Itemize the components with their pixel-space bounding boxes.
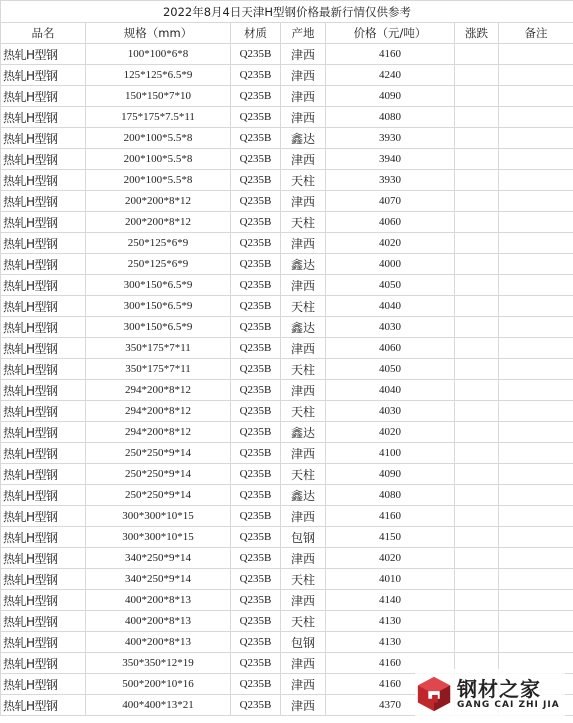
spec-cell: 294*200*8*12 [86,401,231,422]
product-name-cell: 热轧H型钢 [1,107,86,128]
change-cell [455,590,499,611]
note-cell [499,65,573,86]
product-name-cell: 热轧H型钢 [1,317,86,338]
change-cell [455,443,499,464]
note-cell [499,527,573,548]
spec-cell: 340*250*9*14 [86,569,231,590]
price-cell: 4160 [326,674,455,695]
spec-cell: 200*100*5.5*8 [86,149,231,170]
note-cell [499,212,573,233]
origin-cell: 津西 [281,275,326,296]
price-cell: 4050 [326,275,455,296]
table-row [1,128,573,149]
origin-cell: 包钢 [281,527,326,548]
table-row [1,590,573,611]
spec-cell: 100*100*6*8 [86,44,231,65]
origin-cell: 天柱 [281,611,326,632]
table-row [1,401,573,422]
price-cell: 4080 [326,485,455,506]
product-name-cell: 热轧H型钢 [1,149,86,170]
table-row [1,506,573,527]
watermark-cn: 钢材之家 [457,677,541,701]
origin-cell: 津西 [281,506,326,527]
price-cell: 4080 [326,107,455,128]
spec-cell: 250*125*6*9 [86,233,231,254]
material-cell: Q235B [231,611,281,632]
price-cell: 4010 [326,569,455,590]
price-cell: 4040 [326,296,455,317]
spec-cell: 175*175*7.5*11 [86,107,231,128]
note-cell [499,569,573,590]
change-cell [455,632,499,653]
material-cell: Q235B [231,548,281,569]
material-cell: Q235B [231,695,281,716]
material-cell: Q235B [231,401,281,422]
change-cell [455,569,499,590]
product-name-cell: 热轧H型钢 [1,590,86,611]
table-row [1,443,573,464]
material-cell: Q235B [231,275,281,296]
note-cell [499,590,573,611]
spec-cell: 400*400*13*21 [86,695,231,716]
product-name-cell: 热轧H型钢 [1,548,86,569]
material-cell: Q235B [231,485,281,506]
change-cell [455,44,499,65]
price-cell: 4100 [326,443,455,464]
change-cell [455,380,499,401]
table-row [1,464,573,485]
product-name-cell: 热轧H型钢 [1,233,86,254]
table-row [1,233,573,254]
spec-cell: 350*175*7*11 [86,359,231,380]
price-cell: 4160 [326,44,455,65]
material-cell: Q235B [231,149,281,170]
price-cell: 3930 [326,128,455,149]
product-name-cell: 热轧H型钢 [1,464,86,485]
change-cell [455,506,499,527]
header-note: 备注 [499,23,573,44]
note-cell [499,86,573,107]
spec-cell: 400*200*8*13 [86,590,231,611]
change-cell [455,527,499,548]
price-cell: 4160 [326,506,455,527]
product-name-cell: 热轧H型钢 [1,170,86,191]
product-name-cell: 热轧H型钢 [1,380,86,401]
product-name-cell: 热轧H型钢 [1,527,86,548]
table-title: 2022年8月4日天津H型钢价格最新行情仅供参考 [1,1,573,23]
change-cell [455,191,499,212]
origin-cell: 津西 [281,149,326,170]
cube-logo-icon [415,674,453,714]
note-cell [499,506,573,527]
note-cell [499,275,573,296]
header-price: 价格（元/吨） [326,23,455,44]
product-name-cell: 热轧H型钢 [1,506,86,527]
material-cell: Q235B [231,422,281,443]
change-cell [455,464,499,485]
origin-cell: 津西 [281,44,326,65]
product-name-cell: 热轧H型钢 [1,443,86,464]
note-cell [499,44,573,65]
price-cell: 4040 [326,380,455,401]
header-spec: 规格（mm） [86,23,231,44]
table-row [1,632,573,653]
product-name-cell: 热轧H型钢 [1,86,86,107]
price-cell: 4140 [326,590,455,611]
product-name-cell: 热轧H型钢 [1,611,86,632]
price-cell: 4030 [326,401,455,422]
origin-cell: 津西 [281,653,326,674]
origin-cell: 包钢 [281,632,326,653]
note-cell [499,107,573,128]
material-cell: Q235B [231,212,281,233]
spec-cell: 250*250*9*14 [86,485,231,506]
change-cell [455,611,499,632]
spec-cell: 200*200*8*12 [86,212,231,233]
price-cell: 4050 [326,359,455,380]
product-name-cell: 热轧H型钢 [1,44,86,65]
note-cell [499,296,573,317]
table-row [1,65,573,86]
price-cell: 4130 [326,611,455,632]
change-cell [455,296,499,317]
note-cell [499,359,573,380]
material-cell: Q235B [231,590,281,611]
origin-cell: 鑫达 [281,317,326,338]
spec-cell: 150*150*7*10 [86,86,231,107]
note-cell [499,170,573,191]
header-product: 品名 [1,23,86,44]
note-cell [499,317,573,338]
material-cell: Q235B [231,317,281,338]
origin-cell: 天柱 [281,212,326,233]
material-cell: Q235B [231,296,281,317]
product-name-cell: 热轧H型钢 [1,128,86,149]
origin-cell: 津西 [281,233,326,254]
product-name-cell: 热轧H型钢 [1,275,86,296]
price-cell: 4020 [326,422,455,443]
origin-cell: 津西 [281,65,326,86]
material-cell: Q235B [231,86,281,107]
note-cell [499,443,573,464]
table-row [1,170,573,191]
material-cell: Q235B [231,569,281,590]
note-cell [499,422,573,443]
origin-cell: 津西 [281,695,326,716]
table-row [1,149,573,170]
spec-cell: 400*200*8*13 [86,611,231,632]
product-name-cell: 热轧H型钢 [1,296,86,317]
header-row [1,23,573,44]
table-row [1,86,573,107]
watermark-en: GANG CAI ZHI JIA [457,700,560,710]
origin-cell: 津西 [281,380,326,401]
spec-cell: 340*250*9*14 [86,548,231,569]
table-row [1,569,573,590]
origin-cell: 津西 [281,548,326,569]
note-cell [499,632,573,653]
watermark-logo [415,669,565,719]
product-name-cell: 热轧H型钢 [1,254,86,275]
change-cell [455,317,499,338]
price-cell: 3940 [326,149,455,170]
change-cell [455,275,499,296]
spec-cell: 300*150*6.5*9 [86,275,231,296]
origin-cell: 津西 [281,443,326,464]
material-cell: Q235B [231,107,281,128]
spec-cell: 300*300*10*15 [86,506,231,527]
spec-cell: 350*175*7*11 [86,338,231,359]
change-cell [455,401,499,422]
product-name-cell: 热轧H型钢 [1,338,86,359]
note-cell [499,191,573,212]
spec-cell: 294*200*8*12 [86,422,231,443]
material-cell: Q235B [231,464,281,485]
product-name-cell: 热轧H型钢 [1,359,86,380]
product-name-cell: 热轧H型钢 [1,422,86,443]
price-cell: 4160 [326,653,455,674]
material-cell: Q235B [231,443,281,464]
change-cell [455,548,499,569]
title-row [1,1,573,23]
material-cell: Q235B [231,254,281,275]
spec-cell: 400*200*8*13 [86,632,231,653]
note-cell [499,254,573,275]
spec-cell: 500*200*10*16 [86,674,231,695]
price-cell: 4090 [326,86,455,107]
price-cell: 4090 [326,464,455,485]
origin-cell: 津西 [281,590,326,611]
product-name-cell: 热轧H型钢 [1,212,86,233]
note-cell [499,128,573,149]
change-cell [455,233,499,254]
origin-cell: 津西 [281,86,326,107]
material-cell: Q235B [231,233,281,254]
spec-cell: 200*200*8*12 [86,191,231,212]
note-cell [499,611,573,632]
origin-cell: 津西 [281,674,326,695]
price-cell: 4150 [326,527,455,548]
origin-cell: 津西 [281,338,326,359]
product-name-cell: 热轧H型钢 [1,695,86,716]
note-cell [499,338,573,359]
note-cell [499,149,573,170]
spec-cell: 294*200*8*12 [86,380,231,401]
spec-cell: 200*100*5.5*8 [86,170,231,191]
product-name-cell: 热轧H型钢 [1,569,86,590]
table-row [1,254,573,275]
change-cell [455,254,499,275]
note-cell [499,485,573,506]
spec-cell: 350*350*12*19 [86,653,231,674]
table-row [1,44,573,65]
price-cell: 4060 [326,338,455,359]
change-cell [455,86,499,107]
change-cell [455,338,499,359]
product-name-cell: 热轧H型钢 [1,191,86,212]
change-cell [455,65,499,86]
origin-cell: 鑫达 [281,254,326,275]
table-row [1,317,573,338]
product-name-cell: 热轧H型钢 [1,485,86,506]
origin-cell: 鑫达 [281,422,326,443]
origin-cell: 天柱 [281,359,326,380]
change-cell [455,359,499,380]
change-cell [455,485,499,506]
change-cell [455,149,499,170]
price-cell: 4070 [326,191,455,212]
price-cell: 4020 [326,548,455,569]
origin-cell: 津西 [281,107,326,128]
change-cell [455,212,499,233]
product-name-cell: 热轧H型钢 [1,674,86,695]
change-cell [455,107,499,128]
table-row [1,275,573,296]
origin-cell: 津西 [281,191,326,212]
table-row [1,485,573,506]
material-cell: Q235B [231,632,281,653]
price-cell: 4020 [326,233,455,254]
note-cell [499,380,573,401]
note-cell [499,464,573,485]
origin-cell: 天柱 [281,569,326,590]
spec-cell: 200*100*5.5*8 [86,128,231,149]
material-cell: Q235B [231,527,281,548]
table-row [1,380,573,401]
product-name-cell: 热轧H型钢 [1,632,86,653]
origin-cell: 天柱 [281,296,326,317]
change-cell [455,170,499,191]
spec-cell: 300*150*6.5*9 [86,317,231,338]
header-material: 材质 [231,23,281,44]
material-cell: Q235B [231,128,281,149]
price-cell: 3930 [326,170,455,191]
table-row [1,359,573,380]
origin-cell: 天柱 [281,170,326,191]
material-cell: Q235B [231,65,281,86]
price-cell: 4030 [326,317,455,338]
spec-cell: 125*125*6.5*9 [86,65,231,86]
note-cell [499,233,573,254]
product-name-cell: 热轧H型钢 [1,65,86,86]
table-row [1,338,573,359]
product-name-cell: 热轧H型钢 [1,653,86,674]
material-cell: Q235B [231,653,281,674]
material-cell: Q235B [231,191,281,212]
table-row [1,191,573,212]
origin-cell: 天柱 [281,464,326,485]
price-cell: 4000 [326,254,455,275]
note-cell [499,401,573,422]
spec-cell: 250*125*6*9 [86,254,231,275]
material-cell: Q235B [231,170,281,191]
change-cell [455,422,499,443]
spec-cell: 250*250*9*14 [86,443,231,464]
table-row [1,527,573,548]
table-row [1,611,573,632]
origin-cell: 鑫达 [281,128,326,149]
table-row [1,212,573,233]
material-cell: Q235B [231,44,281,65]
spec-cell: 300*300*10*15 [86,527,231,548]
note-cell [499,548,573,569]
material-cell: Q235B [231,338,281,359]
table-row [1,296,573,317]
material-cell: Q235B [231,359,281,380]
material-cell: Q235B [231,506,281,527]
table-row [1,107,573,128]
origin-cell: 天柱 [281,401,326,422]
price-cell: 4130 [326,632,455,653]
change-cell [455,128,499,149]
material-cell: Q235B [231,380,281,401]
material-cell: Q235B [231,674,281,695]
product-name-cell: 热轧H型钢 [1,401,86,422]
price-cell: 4060 [326,212,455,233]
spec-cell: 300*150*6.5*9 [86,296,231,317]
header-origin: 产地 [281,23,326,44]
table-row [1,548,573,569]
origin-cell: 鑫达 [281,485,326,506]
spec-cell: 250*250*9*14 [86,464,231,485]
header-change: 涨跌 [455,23,499,44]
table-row [1,422,573,443]
price-cell: 4240 [326,65,455,86]
price-cell: 4370 [326,695,455,716]
